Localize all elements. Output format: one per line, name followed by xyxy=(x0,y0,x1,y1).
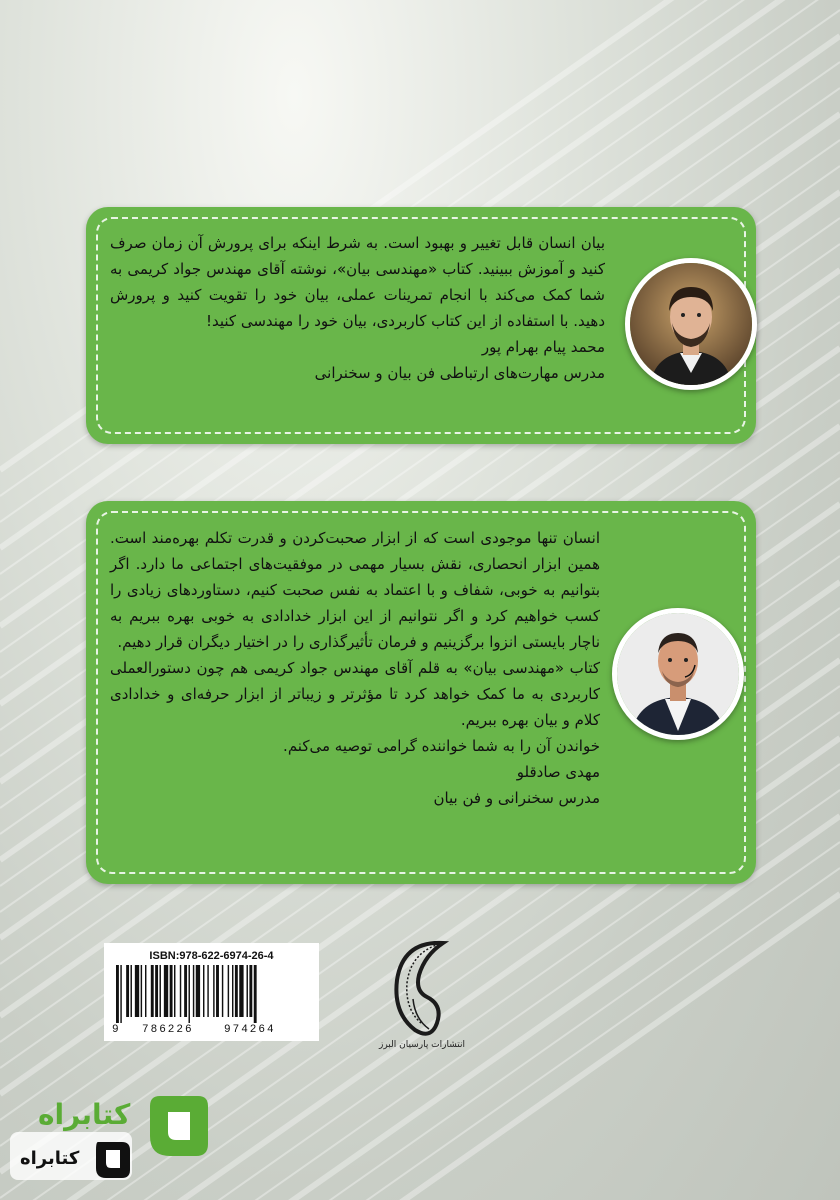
barcode-digits-left: 786226 xyxy=(142,1024,194,1036)
quote-2-author-title: مدرس سخنرانی و فن بیان xyxy=(433,789,600,807)
watermark-text-small: کتابراه xyxy=(20,1148,80,1169)
barcode-digit-prefix: 9 xyxy=(112,1024,119,1036)
barcode-digits-right: 974264 xyxy=(224,1024,276,1036)
quote-2-paragraph-2: کتاب «مهندسی بیان» به قلم آقای مهندس جواد کریمی هم چون دستورالعملی کاربردی به ما کمک خواهد کرد تا مؤثرتر و زیباتر از ابزار حرفه‌ای و خدادادی کلام و بیان بهره ببریم. xyxy=(110,659,600,729)
barcode-digits xyxy=(112,1023,311,1037)
quote-1-text xyxy=(110,230,605,386)
quote-2-paragraph-3: خواندن آن را به شما خواننده گرامی توصیه می‌کنم. xyxy=(283,737,600,755)
quote-1-author-title: مدرس مهارت‌های ارتباطی فن بیان و سخنرانی xyxy=(314,364,605,382)
isbn-label: ISBN:978-622-6974-26-4 xyxy=(149,950,274,962)
quote-2-text xyxy=(110,525,600,811)
author-1-portrait xyxy=(625,258,757,390)
isbn-barcode xyxy=(104,943,319,1041)
barcode-bars xyxy=(112,965,311,1023)
quote-1-author-name: محمد پیام بهرام پور xyxy=(481,338,605,356)
publisher-name: انتشارات پارسیان البرز xyxy=(378,1040,465,1050)
quote-1-paragraph: بیان انسان قابل تغییر و بهبود است. به شرط اینکه برای پرورش آن زمان صرف کنید و آموزش ببینید. کتاب «مهندسی بیان»، نوشته آقای مهندس جواد کریمی به شما کمک می‌کند با انجام تمرینات عملی، بیان خود را تقویت کنید و پرورش دهید. با استفاده از این کتاب کاربردی، بیان خود را مهندسی کنید! xyxy=(110,234,605,330)
author-2-portrait xyxy=(612,608,744,740)
quote-2-author-name: مهدی صادقلو xyxy=(516,763,600,781)
quote-2-paragraph-1: انسان تنها موجودی است که از ابزار صحبت‌کردن و قدرت تکلم بهره‌مند است. همین ابزار انحصاری، نقش بسیار مهمی در موفقیت‌های اجتماعی ما دارد. اگر بتوانیم به خوبی، شفاف و با اعتماد به نفس صحبت کنیم، دستاوردهای زیادی را کسب خواهیم کرد و اگر نتوانیم از این ابزار خدادادی به خوبی بهره ببریم به ناچار بایستی انزوا برگزینیم و فرمان تأثیرگذاری را در اختیار دیگران قرار دهیم. xyxy=(110,529,600,651)
publisher-logo xyxy=(385,935,465,1050)
watermark-text-large: کتابراه xyxy=(38,1098,131,1131)
ketabrah-watermark xyxy=(10,1090,210,1190)
